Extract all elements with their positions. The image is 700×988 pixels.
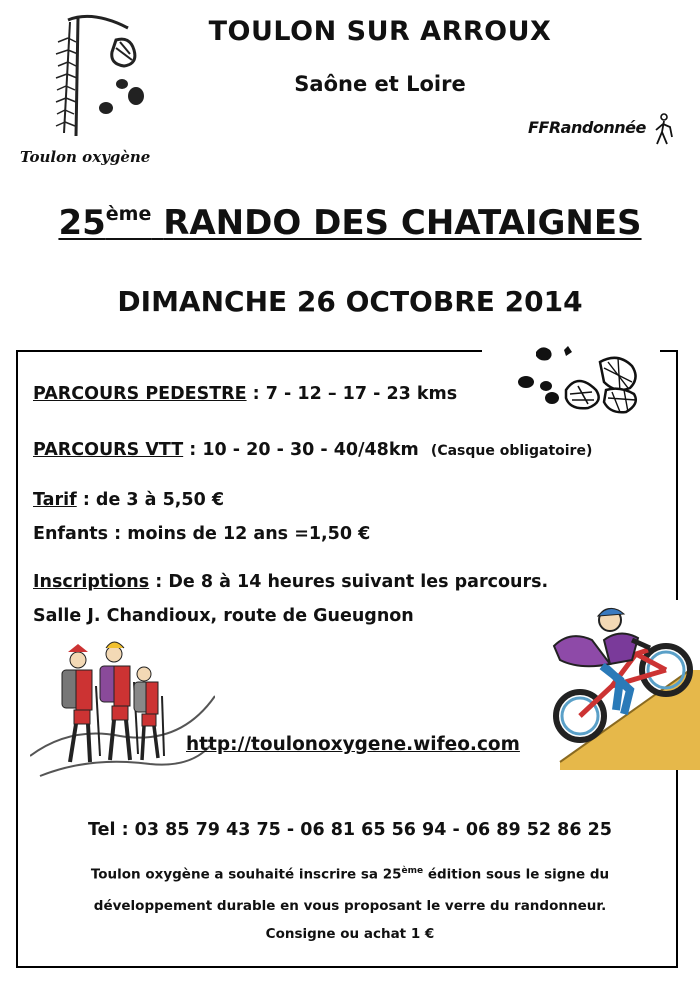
- tarif-label: Tarif: [33, 490, 77, 510]
- casque-note: (Casque obligatoire): [430, 443, 593, 459]
- footer-note-line3: Consigne ou achat 1 €: [265, 926, 435, 942]
- enfants-tarif: Enfants : moins de 12 ans =1,50 €: [33, 524, 371, 544]
- event-headline: [0, 203, 700, 243]
- salle-address: Salle J. Chandioux, route de Gueugnon: [33, 606, 414, 626]
- event-title: RANDO DES CHATAIGNES: [163, 203, 642, 243]
- footer-note-line1-b: édition sous le signe du: [423, 866, 610, 883]
- ffrandonnee-logo: [528, 118, 646, 137]
- parcours-pedestre-value: 7 - 12 – 17 - 23 kms: [259, 384, 458, 404]
- parcours-pedestre: [33, 384, 457, 404]
- parcours-pedestre-label: PARCOURS PEDESTRE: [33, 384, 247, 404]
- tarif: [33, 490, 224, 510]
- parcours-pedestre-sep: :: [246, 384, 260, 404]
- website-link[interactable]: http://toulonoxygene.wifeo.com: [186, 734, 520, 755]
- hiker-icon: [652, 113, 674, 147]
- inscriptions-label: Inscriptions: [33, 572, 150, 592]
- tarif-value: : de 3 à 5,50 €: [76, 490, 225, 510]
- footer-note-line1: [0, 866, 700, 883]
- department-subtitle: Saône et Loire: [294, 72, 466, 96]
- club-logo-text: Toulon oxygène: [20, 148, 151, 166]
- event-headline-line: [58, 203, 641, 243]
- footer-note-line2: développement durable en vous proposant le verre du randonneur.: [93, 898, 607, 914]
- edition-number: 25: [58, 203, 106, 243]
- edition-suffix: ème: [105, 202, 152, 225]
- parcours-vtt-label: PARCOURS VTT: [33, 440, 184, 460]
- chestnuts-icon: [508, 342, 648, 422]
- town-title: TOULON SUR ARROUX: [208, 16, 552, 47]
- parcours-vtt: [33, 440, 592, 460]
- footer-note-line1-a: Toulon oxygène a souhaité inscrire sa 25: [90, 866, 402, 883]
- telephone-line: Tel : 03 85 79 43 75 - 06 81 65 56 94 - 06 89 52 86 25: [88, 820, 612, 840]
- footer-note-line1-sup: ème: [401, 866, 424, 876]
- hikers-illustration: [30, 636, 215, 786]
- ffrandonnee-logo-text: FFRandonnée: [528, 118, 646, 137]
- inscriptions-value: : De 8 à 14 heures suivant les parcours.: [149, 572, 549, 592]
- inscriptions: [33, 572, 548, 592]
- mountain-biker-illustration: [540, 600, 700, 770]
- event-date: DIMANCHE 26 OCTOBRE 2014: [117, 285, 583, 318]
- parcours-vtt-value: : 10 - 20 - 30 - 40/48km: [183, 440, 419, 460]
